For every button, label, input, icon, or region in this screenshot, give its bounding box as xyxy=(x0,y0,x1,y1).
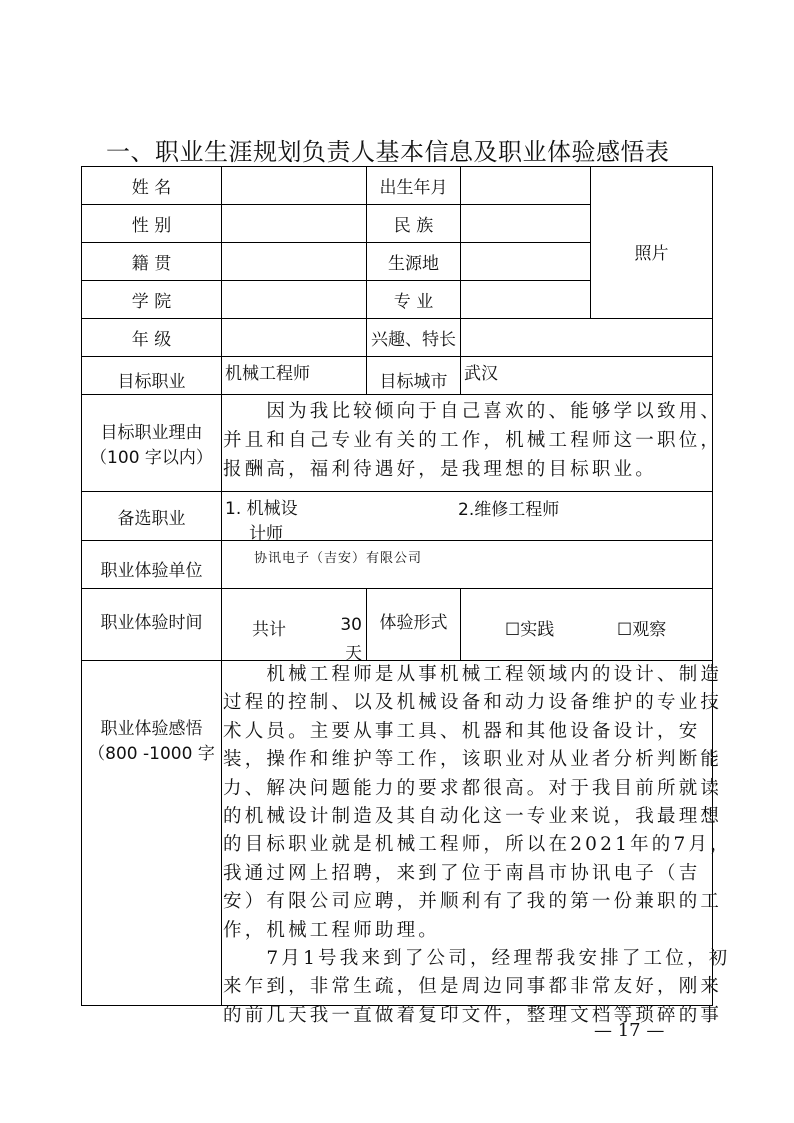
checkbox-observe[interactable]: ☐观察 xyxy=(617,620,667,640)
insight-line: 我通过网上招聘，来到了位于南昌市协讯电子（吉 xyxy=(223,862,701,884)
label-text: 姓 名 xyxy=(131,178,172,198)
time-number: 30 xyxy=(340,615,362,635)
reason-text xyxy=(223,397,722,484)
field-birth[interactable] xyxy=(460,166,591,205)
insight-line: 7月1号我来到了公司，经理帮我安排了工位，初 xyxy=(223,948,731,970)
insight-line: 力、解决问题能力的要求都很高。对于我目前所就读 xyxy=(223,777,723,799)
alt-job-2: 2.维修工程师 xyxy=(458,500,560,520)
field-form xyxy=(460,588,713,661)
label-name xyxy=(81,166,222,205)
insight-line: 装，操作和维护等工作，该职业对从业者分析判断能 xyxy=(223,749,723,771)
page-title: 一、职业生涯规划负责人基本信息及职业体验感悟表 xyxy=(106,138,670,166)
reason-line: 报酬高，福利待遇好，是我理想的目标职业。 xyxy=(223,459,658,480)
insight-label: 职业体验感悟 xyxy=(100,719,203,739)
checkbox-practice[interactable]: ☐实践 xyxy=(505,620,555,640)
alt-job-1-cont: 计师 xyxy=(249,524,283,544)
time-prefix: 共计 xyxy=(252,620,286,640)
field-target-city[interactable]: 武汉 xyxy=(460,356,713,395)
label-grade: 年 级 xyxy=(81,318,222,357)
photo-box[interactable]: 照片 xyxy=(590,166,713,319)
field-name[interactable] xyxy=(221,166,367,205)
label-insight xyxy=(81,660,222,1006)
label-unit: 职业体验单位 xyxy=(81,540,222,589)
reason-line: 并且和自己专业有关的工作，机械工程师这一职位， xyxy=(223,430,723,451)
insight-line: 的目标职业就是机械工程师，所以在2021年的7月， xyxy=(223,834,732,856)
label-college: 学 院 xyxy=(81,280,222,319)
reason-label: 目标职业理由 xyxy=(100,423,203,443)
insight-note: （800 -1000 字 xyxy=(88,744,215,764)
field-gender[interactable] xyxy=(221,204,367,243)
insight-line: 作，机械工程师助理。 xyxy=(223,919,441,941)
insight-line: 机械工程师是从事机械工程领域内的设计、制造 xyxy=(223,664,723,685)
insight-line: 过程的控制、以及机械设备和动力设备维护的专业技 xyxy=(223,692,723,714)
reason-line: 因为我比较倾向于自己喜欢的、能够学以致用、 xyxy=(223,401,723,422)
field-ethnicity[interactable] xyxy=(460,204,591,243)
insight-line: 的机械设计制造及其自动化这一专业来说，我最理想 xyxy=(223,806,723,828)
label-major: 专 业 xyxy=(366,280,461,319)
label-target-job: 目标职业 xyxy=(81,356,222,395)
insight-line: 来乍到，非常生疏，但是周边同事都非常友好，刚来 xyxy=(223,976,723,998)
field-target-job[interactable]: 机械工程师 xyxy=(221,356,367,395)
insight-text xyxy=(223,661,732,1030)
time-unit: 天 xyxy=(345,644,362,664)
field-origin[interactable] xyxy=(460,242,591,281)
field-interests[interactable] xyxy=(460,318,713,357)
page-number: — 17 — xyxy=(594,1020,665,1041)
field-unit[interactable]: 协讯电子（吉安）有限公司 xyxy=(221,540,713,589)
label-ethnicity: 民 族 xyxy=(366,204,461,243)
field-college[interactable] xyxy=(221,280,367,319)
label-alt-job: 备选职业 xyxy=(81,491,222,541)
label-reason xyxy=(81,394,222,492)
label-target-city: 目标城市 xyxy=(366,356,461,395)
insight-line: 术人员。主要从事工具、机器和其他设备设计，安 xyxy=(223,720,701,742)
reason-note: （100 字以内） xyxy=(90,448,213,468)
label-form: 体验形式 xyxy=(366,588,461,661)
label-native-place: 籍 贯 xyxy=(81,242,222,281)
label-time: 职业体验时间 xyxy=(81,588,222,661)
label-gender: 性 别 xyxy=(81,204,222,243)
label-origin: 生源地 xyxy=(366,242,461,281)
insight-line: 安）有限公司应聘，并顺利有了我的第一份兼职的工 xyxy=(223,891,723,913)
insight-line: 的前几天我一直做着复印文件，整理文档等琐碎的事 xyxy=(223,1004,723,1026)
field-major[interactable] xyxy=(460,280,591,319)
field-time[interactable] xyxy=(221,588,367,664)
label-birth: 出生年月 xyxy=(366,166,461,205)
label-interests: 兴趣、特长 xyxy=(366,318,461,357)
field-native-place[interactable] xyxy=(221,242,367,281)
alt-job-1: 1. 机械设 xyxy=(225,499,298,519)
field-grade[interactable] xyxy=(221,318,367,357)
